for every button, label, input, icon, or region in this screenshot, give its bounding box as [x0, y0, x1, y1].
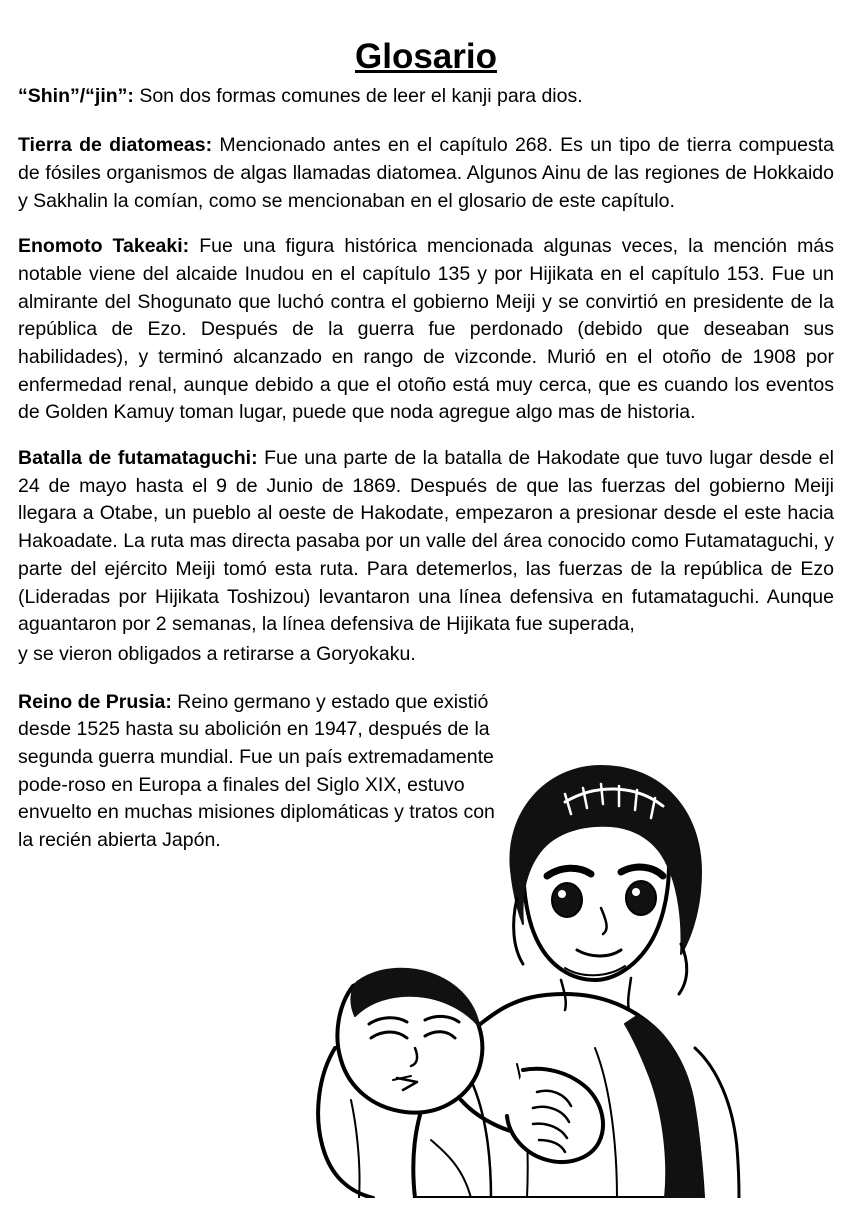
glossary-term: Tierra de diatomeas: [18, 134, 213, 157]
glossary-term: Batalla de futamataguchi: [18, 447, 258, 470]
glossary-entry-batalla-de-futamataguchi [18, 445, 834, 639]
page-title: Glosario [355, 37, 497, 76]
glossary-definition: Mencionado antes en el capítulo 268. Es un tipo de tierra compuesta de fósiles organismos de algas llamadas diatomea. Algunos Ainu de las regiones de Hokkaido y Sakhalin la comían, como se mencionaban en el glosario de este capítulo. [18, 134, 834, 212]
glossary-definition: Son dos formas comunes de leer el kanji para dios. [133, 84, 583, 107]
glossary-entry-enomoto-takeaki [18, 233, 834, 427]
glossary-definition: Fue una figura histórica mencionada algunas veces, la mención más notable viene del alcaide Inudou en el capítulo 135 y por Hijikata en el capítulo 153. Fue un almirante del Shogunato que luchó contra el gobierno Meiji y se convirtió en presidente de la república de Ezo. Después de la guerra fue perdonado (debido que deseaban sus habilidades), y terminó alcanzado en rango de vizconde. Murió en el otoño de 1908 por enfermedad renal, aunque debido a que el otoño está muy cerca, que es cuando los eventos de Golden Kamuy toman lugar, puede que noda agregue algo mas de historia. [18, 235, 834, 424]
glossary-entry-tierra-de-diatomeas [18, 132, 834, 215]
glossary-definition: Fue una parte de la batalla de Hakodate que tuvo lugar desde el 24 de mayo hasta el 9 de Junio de 1869. Después de que las fuerzas del gobierno Meiji llegara a Otabe, un pueblo al oeste de Hakodate, empezaron a presionar desde el este hacia Hakoadate. La ruta mas directa pasaba por un valle del área conocido como Futamataguchi, y parte del ejército Meiji tomó esta ruta. Para detemerlos, las fuerzas de la república de Ezo (Lideradas por Hijikata Toshizou) levantaron una línea defensiva en futamataguchi. Aunque aguantaron por 2 semanas, la línea defensiva de Hijikata fue superada, [18, 447, 834, 636]
glossary-term: “Shin”/“jin”: [18, 84, 134, 107]
glossary-term: Enomoto Takeaki: [18, 235, 190, 258]
glossary-entry-shin-jin [18, 83, 834, 111]
glossary-term: Reino de Prusia: [18, 690, 172, 713]
glossary-entry-batalla-continuation: y se vieron obligados a retirarse a Goryokaku. [18, 642, 416, 665]
glossary-definition: Reino germano y estado que existió desde 1525 hasta su abolición en 1947, después de la segunda guerra mundial. Fue un país extremadamente pode-roso en Europa a finales del Siglo XIX, estuvo envuelto en muchas misiones diplomáticas y tratos con la recién abierta Japón. [18, 690, 495, 851]
manga-illustration [265, 748, 845, 1198]
document-body [18, 38, 834, 855]
